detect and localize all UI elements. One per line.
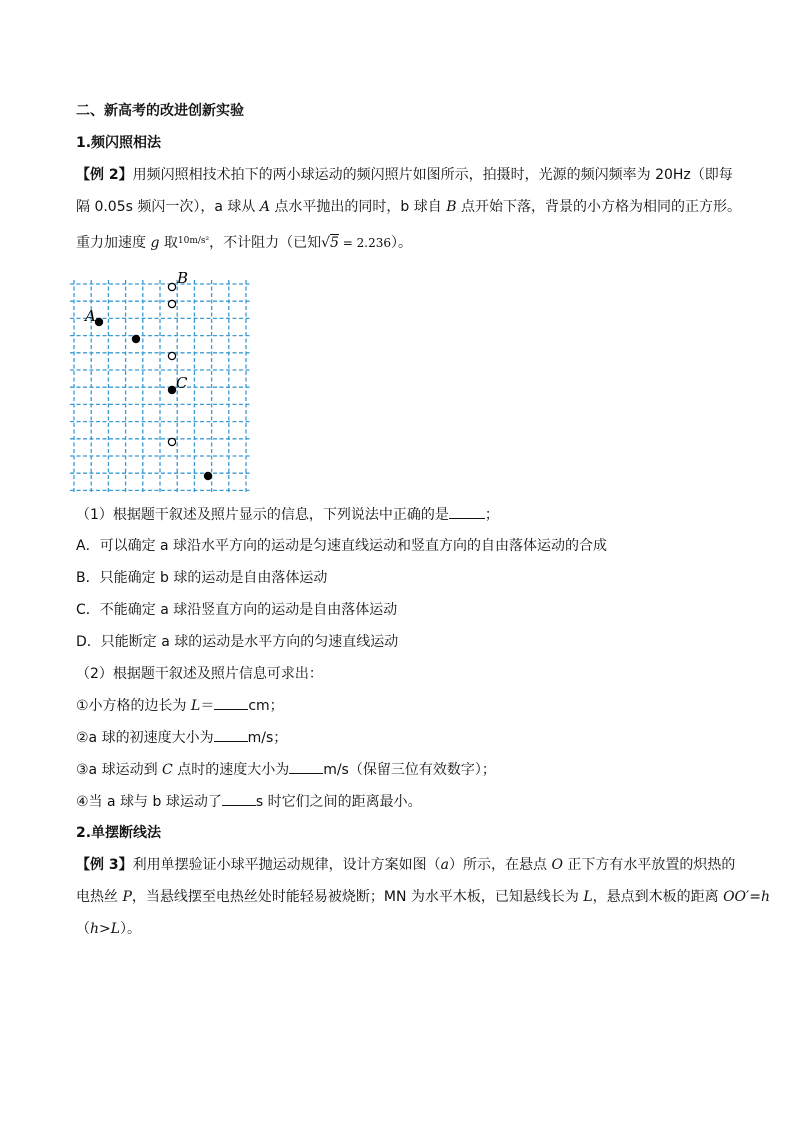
q1-stem [76, 505, 499, 525]
symbol-L: L [583, 889, 593, 905]
example2-tag: 【例 2】 [76, 167, 133, 183]
answer-blank-q1[interactable] [449, 506, 485, 519]
subsection-title-flash-photo: 1.频闪照相法 [76, 135, 162, 151]
text: m/s（保留三位有效数字）； [323, 762, 496, 778]
ball-b-image [168, 352, 175, 359]
q1-option-c: C．不能确定 a 球沿竖直方向的运动是自由落体运动 [76, 602, 398, 618]
text: ，悬点到木板的距离 [592, 889, 724, 905]
label-C: C [176, 374, 188, 392]
section-title: 二、新高考的改进创新实验 [76, 103, 244, 119]
text: ③a 球运动到 [76, 762, 163, 778]
text: （1）根据题干叙述及照片显示的信息，下列说法中正确的是 [76, 507, 449, 523]
answer-blank-vc[interactable] [289, 761, 323, 774]
text: 正下方有水平放置的炽热的 [562, 857, 736, 873]
text: ）。 [120, 921, 142, 937]
example3-line1 [76, 855, 735, 875]
q2-item4 [76, 792, 422, 812]
symbol-L: L [191, 698, 201, 714]
text: s 时它们之间的距离最小。 [255, 794, 422, 810]
ball-b-image [168, 283, 175, 290]
text: ，当悬线摆至电热丝处时能轻易被烧断；MN 为水平木板，已知悬线长为 [131, 889, 584, 905]
example2-line3 [76, 231, 412, 253]
distance-OO: OO′=h [723, 889, 770, 905]
point-B-ref: B [446, 199, 457, 215]
text: 点水平抛出的同时，b 球自 [269, 199, 447, 215]
sqrt-radicand: 5 [330, 235, 339, 251]
example3-tag: 【例 3】 [76, 857, 133, 873]
example2-text1: 用频闪照相技术拍下的两小球运动的频闪照片如图所示，拍摄时，光源的频闪频率为 20Hz（即每 [132, 167, 733, 183]
ball-a-image [168, 386, 176, 394]
text: ； [484, 507, 499, 523]
text: 重力加速度 [76, 235, 151, 251]
ball-b-image [168, 438, 175, 445]
ball-a-image [132, 335, 140, 343]
label-B: B [177, 269, 189, 287]
sqrt-value: = 2.236 [338, 236, 392, 250]
flash-photo-figure [66, 266, 252, 492]
gravity-value: 10m/s² [177, 236, 210, 246]
symbol-g: g [150, 235, 160, 251]
condition-h-gt-L: h>L [90, 921, 121, 937]
text: ①小方格的边长为 [76, 698, 192, 714]
text: ②a 球的初速度大小为 [76, 730, 214, 746]
q2-item1 [76, 696, 284, 716]
point-C-ref: C [162, 762, 173, 778]
subsection-title-pendulum: 2.单摆断线法 [76, 825, 162, 841]
text: 点开始下落，背景的小方格为相同的正方形。 [456, 199, 741, 215]
q2-item3 [76, 760, 496, 780]
text: ）所示，在悬点 [448, 857, 552, 873]
point-A-ref: A [259, 199, 270, 215]
ball-a-image [95, 318, 103, 326]
ball-a-image [204, 472, 212, 480]
text: 利用单摆验证小球平抛运动规律，设计方案如图（ [132, 857, 441, 873]
symbol-P: P [122, 889, 132, 905]
text: 取 [159, 235, 178, 251]
q1-option-d: D．只能断定 a 球的运动是水平方向的匀速直线运动 [76, 634, 399, 650]
example2-line2 [76, 197, 741, 217]
point-O-ref: O [551, 857, 563, 873]
text: cm； [248, 698, 284, 714]
text: ＝ [200, 698, 215, 714]
text: （ [76, 921, 90, 937]
answer-blank-t[interactable] [222, 793, 256, 806]
text: ，不计阻力（已知 [209, 235, 322, 251]
grid-lines [70, 280, 250, 492]
text: ）。 [391, 235, 413, 251]
example3-line3 [76, 919, 141, 939]
text: m/s； [247, 730, 288, 746]
answer-blank-L[interactable] [214, 697, 248, 710]
q1-option-b: B．只能确定 b 球的运动是自由落体运动 [76, 570, 328, 586]
text: 隔 0.05s 频闪一次），a 球从 [76, 199, 260, 215]
q2-stem: （2）根据题干叙述及照片信息可求出： [76, 666, 323, 682]
sqrt-expression: √5 = 2.236 [321, 235, 392, 251]
q2-item2 [76, 728, 287, 748]
example2-line1 [76, 165, 733, 185]
text: 点时的速度大小为 [172, 762, 290, 778]
q1-option-a: A．可以确定 a 球沿水平方向的运动是匀速直线运动和竖直方向的自由落体运动的合成 [76, 538, 608, 554]
example3-line2 [76, 887, 770, 907]
label-A: A [85, 307, 96, 325]
text: ④当 a 球与 b 球运动了 [76, 794, 222, 810]
ball-b-image [168, 300, 175, 307]
answer-blank-v0[interactable] [214, 729, 248, 742]
figure-ref-a: a [440, 857, 449, 873]
text: 电热丝 [76, 889, 123, 905]
